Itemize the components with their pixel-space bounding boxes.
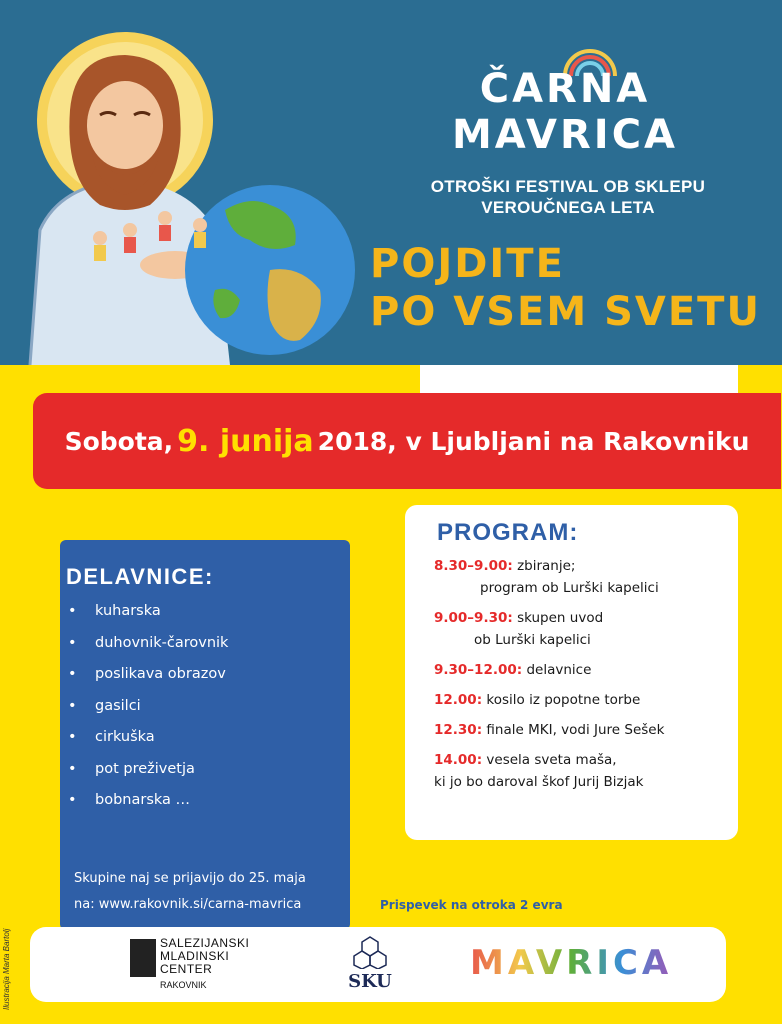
workshops-title: DELAVNICE: <box>66 564 214 589</box>
workshop-label: pot preživetja <box>95 760 195 777</box>
sku-label: SKU <box>348 971 392 992</box>
program-item <box>434 659 734 681</box>
program-title: PROGRAM: <box>437 519 579 546</box>
sponsor-logo-bar <box>30 927 726 1002</box>
workshop-label: duhovnik-čarovnik <box>95 634 229 651</box>
bullet: • <box>68 603 77 619</box>
list-item <box>68 634 228 666</box>
workshop-label: poslikava obrazov <box>95 666 226 682</box>
program-time: 12.00: <box>434 692 483 708</box>
program-time: 9.30–12.00: <box>434 662 523 678</box>
smc-line-1: SALEZIJANSKI <box>160 936 250 950</box>
list-item <box>68 728 228 760</box>
headline-line-2: PO VSEM SVETU <box>370 289 761 335</box>
workshop-label: gasilci <box>95 697 141 714</box>
list-item <box>68 760 228 792</box>
jesus-globe-illustration <box>0 0 360 365</box>
list-item <box>68 602 228 634</box>
bullet: • <box>68 760 77 777</box>
bullet: • <box>68 729 77 745</box>
program-item <box>434 555 734 599</box>
program-item <box>434 689 734 711</box>
workshop-label: kuharska <box>95 603 161 619</box>
illustration-credit: Ilustracija Marta Bartolj <box>2 928 11 1010</box>
list-item <box>68 791 228 823</box>
logo-line-1: ČARNA <box>479 66 651 112</box>
program-list <box>434 555 734 801</box>
program-item <box>434 749 734 793</box>
program-time: 14.00: <box>434 752 483 768</box>
workshop-label: bobnarska … <box>95 792 191 808</box>
program-text-cont: program ob Lurški kapelici <box>480 580 659 596</box>
mavrica-wordmark: MAVRICA <box>470 943 673 983</box>
program-time: 8.30–9.00: <box>434 558 513 574</box>
smc-line-2: MLADINSKI <box>160 949 230 963</box>
workshop-label: cirkuška <box>95 729 155 745</box>
program-text: delavnice <box>526 662 592 678</box>
event-place: 2018, v Ljubljani na Rakovniku <box>317 426 750 456</box>
carna-mavrica-logo <box>450 48 680 168</box>
program-text: kosilo iz popotne torbe <box>486 692 641 708</box>
bullet: • <box>68 666 77 682</box>
program-text-cont: ki jo bo daroval škof Jurij Bizjak <box>434 774 644 790</box>
event-date: 9. junija <box>177 423 314 459</box>
bullet: • <box>68 792 77 808</box>
smc-name <box>160 937 249 976</box>
signup-deadline: Skupine naj se prijavijo do 25. maja <box>74 871 306 886</box>
smc-location: RAKOVNIK <box>160 980 207 990</box>
subtitle-line-1: OTROŠKI FESTIVAL OB SKLEPU <box>430 177 706 196</box>
program-item <box>434 719 734 741</box>
contribution-note: Prispevek na otroka 2 evra <box>380 898 563 912</box>
event-day: Sobota, <box>64 426 174 456</box>
program-time: 12.30: <box>434 722 483 738</box>
signup-info <box>74 866 306 918</box>
program-text: finale MKI, vodi Jure Sešek <box>486 722 665 738</box>
bullet: • <box>68 697 77 714</box>
program-text: zbiranje; <box>517 558 576 574</box>
program-text-cont: ob Lurški kapelici <box>474 632 591 648</box>
molecule-icon <box>350 935 390 969</box>
top-banner <box>0 0 782 365</box>
program-text: skupen uvod <box>517 610 604 626</box>
sku-logo <box>340 933 400 997</box>
bullet: • <box>68 634 77 651</box>
headline <box>370 240 761 336</box>
smc-rakovnik-logo <box>130 933 250 995</box>
logo-line-2: MAVRICA <box>452 112 678 158</box>
mavrica-logo <box>470 943 672 983</box>
festival-subtitle <box>418 176 718 218</box>
subtitle-line-2: VEROUČNEGA LETA <box>481 198 655 217</box>
program-item <box>434 607 734 651</box>
headline-line-1: POJDITE <box>370 241 565 287</box>
workshops-panel <box>60 540 350 930</box>
program-time: 9.00–9.30: <box>434 610 513 626</box>
list-item <box>68 697 228 729</box>
building-icon <box>130 939 156 977</box>
program-text: vesela sveta maša, <box>486 752 617 768</box>
list-item <box>68 665 228 697</box>
program-panel <box>405 505 738 840</box>
event-date-banner <box>33 393 781 489</box>
signup-link[interactable]: na: www.rakovnik.si/carna-mavrica <box>74 897 302 912</box>
smc-line-3: CENTER <box>160 962 213 976</box>
workshops-list <box>68 602 228 823</box>
